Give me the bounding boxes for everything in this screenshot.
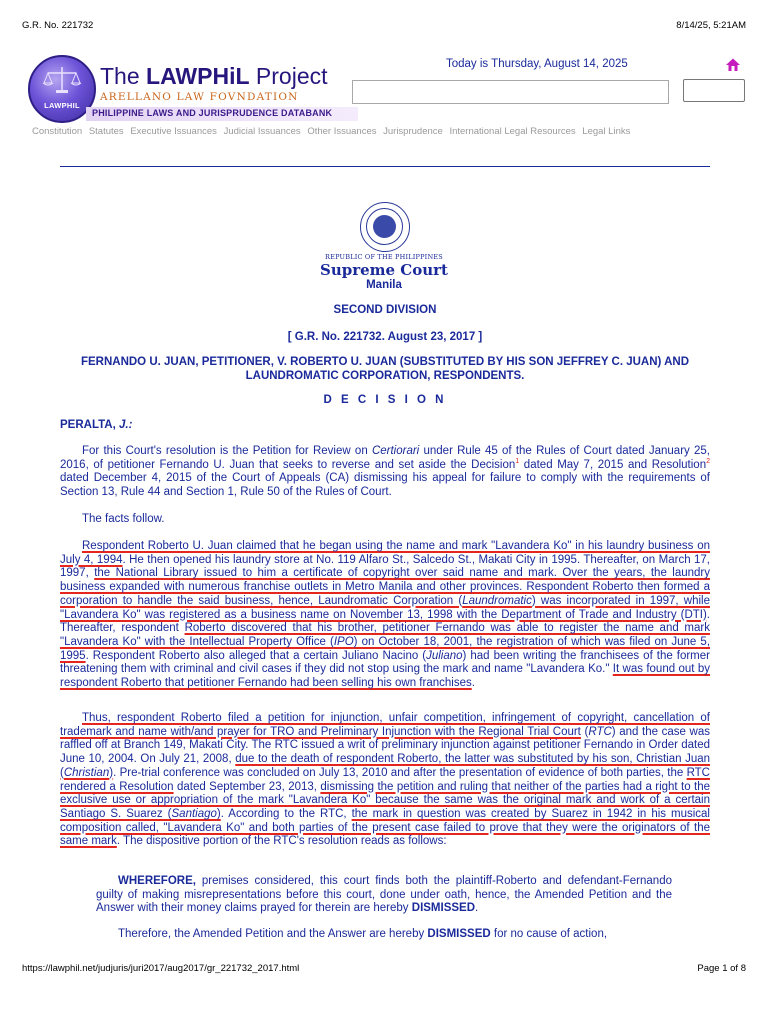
- nav-jurisprudence[interactable]: Jurisprudence: [383, 126, 443, 137]
- court-name: Supreme Court: [320, 261, 448, 279]
- nav-judicial-issuances[interactable]: Judicial Issuances: [223, 126, 301, 137]
- nav-executive-issuances[interactable]: Executive Issuances: [130, 126, 217, 137]
- home-icon[interactable]: [725, 57, 741, 73]
- nav-legal-links[interactable]: Legal Links: [582, 126, 631, 137]
- case-number: [ G.R. No. 221732. August 23, 2017 ]: [287, 331, 483, 343]
- paragraph-5: WHEREFORE, premises considered, this court finds both the plaintiff-Roberto and defendant-Fernando guilty of making misrepresentations before this court, done under oath, hence, the Amended Petition and the Answer with their money claims prayed for therein are hereby DISMISSED.: [96, 875, 672, 915]
- search-button[interactable]: [683, 79, 745, 102]
- paragraph-2: The facts follow.: [82, 513, 165, 525]
- foundation-name: ARELLANO LAW FOVNDATION: [100, 91, 299, 103]
- court-city: Manila: [366, 279, 402, 291]
- footnote-2[interactable]: 2: [706, 457, 711, 465]
- header-divider: [60, 166, 710, 167]
- print-doc-title: G.R. No. 221732: [22, 20, 94, 31]
- nav-statutes[interactable]: Statutes: [88, 126, 124, 137]
- decision-heading: D E C I S I O N: [323, 394, 447, 406]
- paragraph-1: For this Court's resolution is the Petition for Review on Certiorari under Rule 45 of the Rules of Court dated January 25, 2016, of petitioner Fernando U. Juan that seeks to reverse and set aside the Decision$^1$ dated May 7, 2015 and Resolution$^2$ dated December 4, 2015 of the Court of Appeals (CA) dismissing his appeal for failure to comply with the requirements of Section 13, Rule 44 and Section 1, Rule 50 of the Rules of Court.: [60, 445, 711, 499]
- nav-constitution[interactable]: Constitution: [32, 126, 83, 137]
- paragraph-3: Respondent Roberto U. Juan claimed that he began using the name and mark "Lavandera Ko" in his laundry business on July 4, 1994. He then opened his laundry store at No. 119 Alfaro St., Salcedo St., Makati City in 1995. Thereafter, on March 17, 1997, the National Library issued to him a certificate of copyright over said name and mark. Over the years, the laundry business expanded with numerous franchise outlets in Metro Manila and other provinces. Respondent Roberto then formed a corporation to handle the said business, hence, Laundromatic Corporation (Laundromatic) was incorporated in 1997, while "Lavandera Ko" was registered as a business name on November 13, 1998 with the Department of Trade and Industry (DTI). Thereafter, respondent Roberto discovered that his brother, petitioner Fernando was able to register the name and mark "Lavandera Ko" with the Intellectual Property Office (IPO) on October 18, 2001, the registration of which was filed on June 5, 1995. Respondent Roberto also alleged that a certain Juliano Nacino (Juliano) had been writing the franchisees of the former threatening them with criminal and civil cases if they did not stop using the mark and name "Lavandera Ko." It was found out by respondent Roberto that petitioner Fernando had been selling his own franchises.: [60, 540, 711, 690]
- case-parties: FERNANDO U. JUAN, PETITIONER, V. ROBERTO U. JUAN (SUBSTITUTED BY HIS SON JEFFREY C. JUAN) AND LAUNDROMATIC CORPORATION, RESPONDENTS.: [80, 356, 690, 382]
- paragraph-4: Thus, respondent Roberto filed a petition for injunction, unfair competition, infringement of copyright, cancellation of trademark and name with/and prayer for TRO and Preliminary Injunction with the Regional Trial Court (RTC) and the case was raffled off at Branch 149, Makati City. The RTC issued a writ of preliminary injunction against petitioner Fernando in Order dated June 10, 2004. On July 21, 2008, due to the death of respondent Roberto, the latter was substituted by his son, Christian Juan (Christian). Pre-trial conference was concluded on July 13, 2010 and after the presentation of evidence of both parties, the RTC rendered a Resolution dated September 23, 2013, dismissing the petition and ruling that neither of the parties had a right to the exclusive use or appropriation of the mark "Lavandera Ko" because the same was the original mark and work of a certain Santiago S. Suarez (Santiago). According to the RTC, the mark in question was created by Suarez in 1942 in his musical composition called, "Lavandera Ko" and both parties of the present case failed to prove that they were the originators of the same mark. The dispositive portion of the RTC's resolution reads as follows:: [60, 712, 711, 848]
- page-number: Page 1 of 8: [697, 963, 746, 974]
- site-title: The LAWPHiL Project: [100, 63, 328, 89]
- print-url: https://lawphil.net/judjuris/juri2017/aug2017/gr_221732_2017.html: [22, 963, 300, 974]
- site-logo[interactable]: [24, 53, 358, 125]
- footnote-1[interactable]: 1: [515, 457, 520, 465]
- site-nav: [32, 126, 634, 137]
- republic-label: REPUBLIC OF THE PHILIPPINES: [325, 253, 443, 261]
- search-input[interactable]: [352, 80, 669, 104]
- ponente: PERALTA, J.:: [60, 419, 133, 431]
- seal-label: LAWPHIL: [44, 101, 80, 110]
- nav-international-legal-resources[interactable]: International Legal Resources: [449, 126, 576, 137]
- paragraph-6: Therefore, the Amended Petition and the Answer are hereby DISMISSED for no cause of action,: [118, 928, 608, 940]
- division-heading: SECOND DIVISION: [333, 304, 437, 316]
- print-footer: [22, 963, 746, 977]
- databank-label: PHILIPPINE LAWS AND JURISPRUDENCE DATABANK: [92, 108, 333, 118]
- print-header: [22, 20, 746, 34]
- today-date: Today is Thursday, August 14, 2025: [446, 58, 628, 70]
- supreme-court-seal-icon: [360, 202, 410, 252]
- print-timestamp: 8/14/25, 5:21AM: [676, 20, 746, 31]
- nav-other-issuances[interactable]: Other Issuances: [307, 126, 377, 137]
- databank-band: [86, 107, 358, 121]
